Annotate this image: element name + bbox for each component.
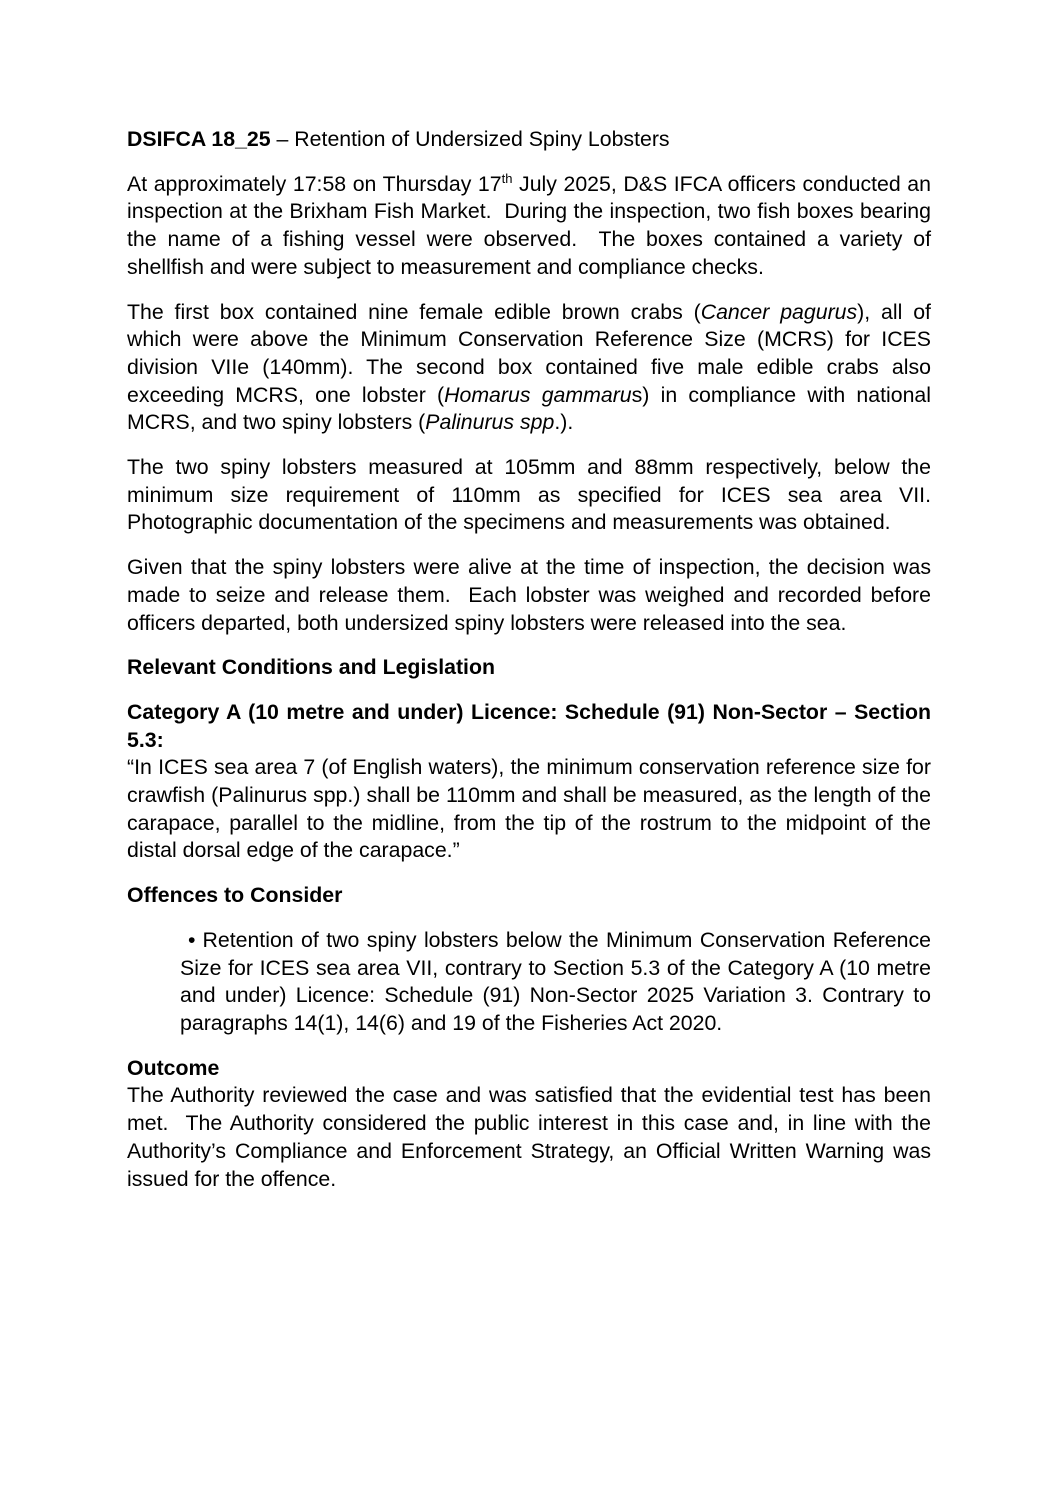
paragraph-outcome: [127, 1082, 937, 1193]
bullet-marker: •: [188, 927, 196, 952]
paragraph-boxes: [127, 299, 937, 438]
species-name-cancer-pagurus: Cancer pagurus: [700, 299, 858, 324]
bullet-offence-item: [180, 927, 937, 1038]
text-run: “In ICES sea area 7 (of English waters), the minimum conservation reference size for crawfish (Palinurus spp.) shall be 110mm and shall be measured, as the length of the carapace, parallel to the midline, from the tip of the rostrum to the midpoint of the distal dorsal edge of the carapace.”: [127, 755, 937, 863]
species-name-homarus-gammarus: Homarus gammaru: [444, 382, 632, 407]
text-run: The two spiny lobsters measured at 105mm and 88mm respectively, below the minimum size requirement of 110mm as specified for ICES sea area VII. Photographic documentation of the specimens and measurements was obtained.: [127, 455, 937, 535]
heading-text: Offences to Consider: [127, 883, 343, 908]
heading-text: Outcome: [127, 1055, 220, 1080]
heading-category-a-licence: [127, 699, 937, 754]
text-run: At approximately 17:58 on Thursday 17: [127, 171, 502, 196]
ordinal-superscript: th: [501, 170, 513, 186]
heading-offences: [127, 882, 931, 910]
paragraph-licence-quote: [127, 754, 937, 865]
text-run: ), all of which were above the Minimum Conservation Reference Size (MCRS) for ICES division VIIe (140mm). The second box contained five male edible crabs also exceeding MCRS, one lobster (: [127, 299, 937, 407]
title-subject: – Retention of Undersized Spiny Lobsters: [270, 127, 670, 151]
paragraph-inspection: [127, 170, 937, 282]
heading-text: Relevant Conditions and Legislation: [127, 655, 495, 680]
text-run: July 2025, D&S IFCA officers conducted an inspection at the Brixham Fish Market. During the inspection, two fish boxes bearing the name of a fishing vessel were observed. The boxes contained a variety of shellfish and were subject to measurement and compliance checks.: [127, 171, 937, 279]
species-name-palinurus-spp: Palinurus spp: [425, 410, 555, 435]
doc-title: [127, 126, 931, 154]
text-run: Retention of two spiny lobsters below the Minimum Conservation Reference Size for ICES sea area VII, contrary to Section 5.3 of the Category A (10 metre and under) Licence: Schedule (91) Non-Sector 2025 Variation 3. Contrary to paragraphs 14(1), 14(6) and 19 of the Fisheries Act 2020.: [180, 927, 937, 1035]
heading-text: Category A (10 metre and under) Licence: Schedule (91) Non-Sector – Section 5.3:: [127, 699, 937, 752]
text-run: The Authority reviewed the case and was satisfied that the evidential test has been met. The Authority considered the public interest in this case and, in line with the Authority’s Compliance and Enforcement Strategy, an Official Written Warning was issued for the offence.: [127, 1083, 937, 1191]
text-run: .).: [554, 410, 574, 435]
paragraph-measurements: [127, 454, 937, 537]
text-run: s) in compliance with national MCRS, and two spiny lobsters (: [127, 382, 937, 435]
paragraph-seize-release: [127, 554, 937, 637]
heading-outcome: [127, 1055, 931, 1083]
heading-relevant-conditions: [127, 654, 931, 682]
text-run: Given that the spiny lobsters were alive at the time of inspection, the decision was made to seize and release them. Each lobster was weighed and recorded before officers departed, both undersized spiny lobsters were released into the sea.: [127, 555, 937, 635]
case-reference: DSIFCA 18_25: [127, 127, 271, 151]
text-run: The first box contained nine female edible brown crabs (: [127, 299, 701, 324]
